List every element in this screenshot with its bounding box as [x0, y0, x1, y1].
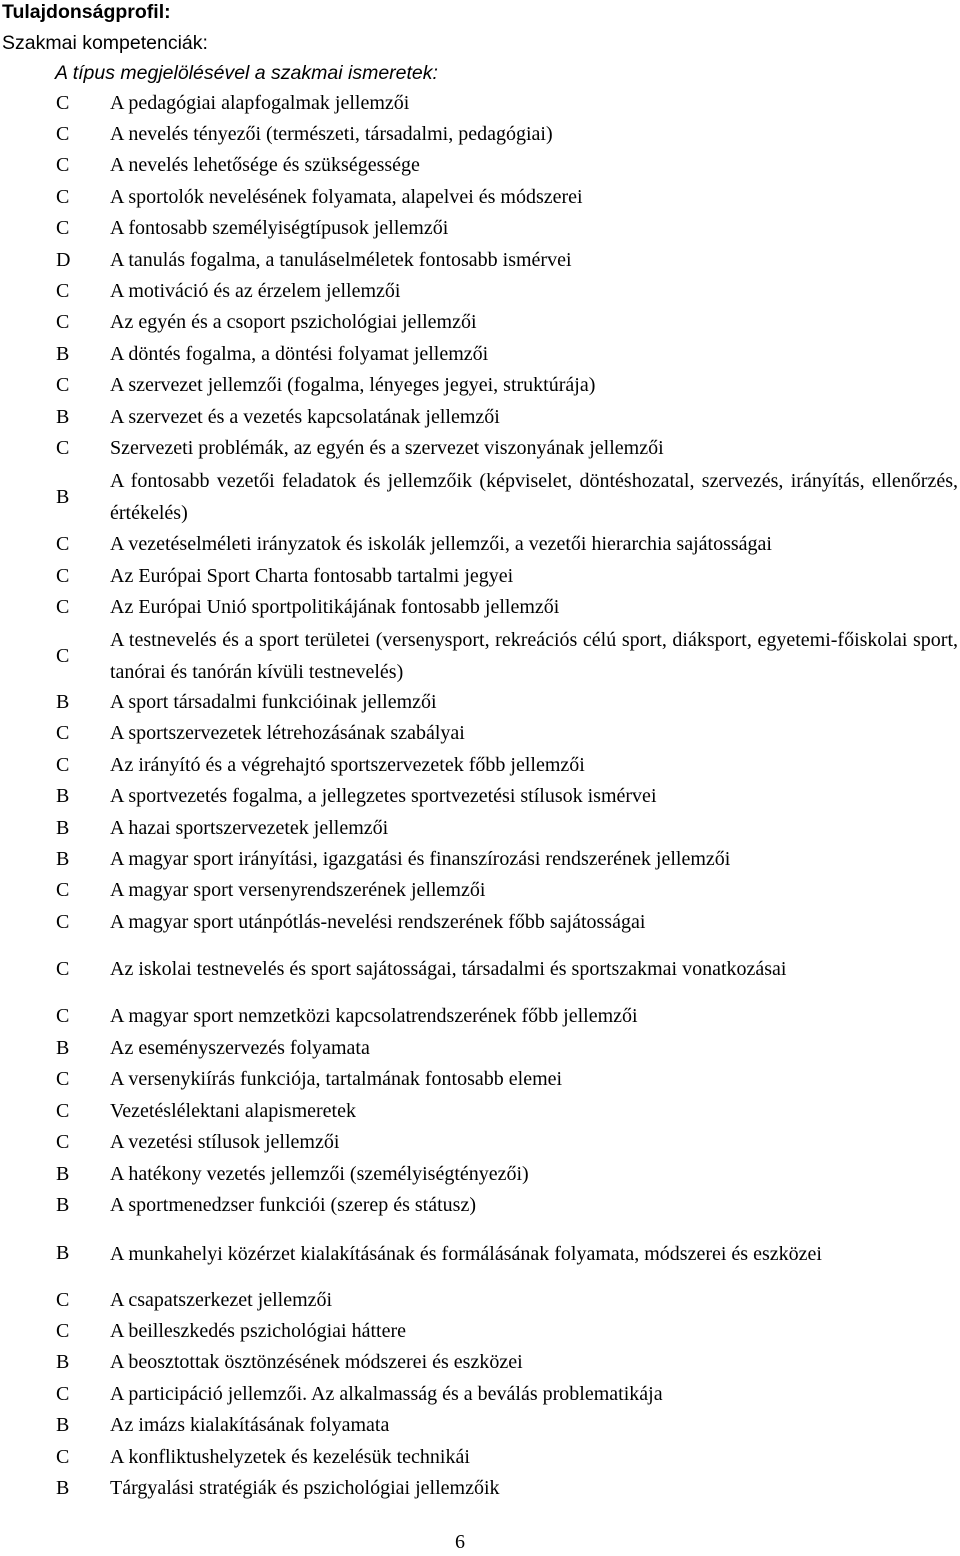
competency-type: C [56, 437, 70, 459]
list-item [0, 1285, 960, 1316]
competency-text: A magyar sport irányítási, igazgatási és finanszírozási rendszerének jellemzői [110, 848, 731, 870]
list-item [0, 813, 960, 844]
list-item [0, 561, 960, 592]
competency-text: Szervezeti problémák, az egyén és a szervezet viszonyának jellemzői [110, 437, 664, 459]
list-item [0, 1410, 960, 1441]
competency-type: C [56, 1131, 70, 1153]
list-item [0, 402, 960, 433]
competency-text: A beosztottak ösztönzésének módszerei és eszközei [110, 1351, 523, 1373]
competency-text: A beilleszkedés pszichológiai háttere [110, 1320, 407, 1342]
competency-text: A pedagógiai alapfogalmak jellemzői [110, 92, 410, 114]
list-item [0, 844, 960, 875]
list-item [0, 1379, 960, 1410]
competency-type: C [56, 154, 70, 176]
competency-type: B [56, 1037, 70, 1059]
list-item [0, 1159, 960, 1190]
page-title: Tulajdonságprofil: [2, 1, 171, 23]
section-heading: Szakmai kompetenciák: [2, 32, 208, 54]
competency-type: C [56, 596, 70, 618]
list-item [0, 150, 960, 181]
list-item [0, 1347, 960, 1378]
list-item [0, 1222, 960, 1285]
list-item [0, 1096, 960, 1127]
list-item [0, 718, 960, 749]
competency-text: A döntés fogalma, a döntési folyamat jellemzői [110, 343, 489, 365]
list-item [0, 1001, 960, 1032]
competency-type: B [56, 406, 70, 428]
competency-type: C [56, 1320, 70, 1342]
list-item [0, 213, 960, 244]
competency-text: A testnevelés és a sport területei (versenysport, rekreációs célú sport, diáksport, egyetemi-főiskolai sport, tanórai és tanórán kívüli testnevelés) [110, 629, 958, 683]
competency-text: Az iskolai testnevelés és sport sajátosságai, társadalmi és sportszakmai vonatkozásai [110, 958, 787, 980]
competency-text: A fontosabb személyiségtípusok jellemzői [110, 217, 449, 239]
list-item [0, 750, 960, 781]
competency-text: A munkahelyi közérzet kialakításának és formálásának folyamata, módszerei és eszközei [110, 1242, 822, 1265]
competency-type: D [56, 249, 71, 271]
list-item [0, 1316, 960, 1347]
list-item [0, 875, 960, 906]
competency-text: A tanulás fogalma, a tanuláselméletek fontosabb ismérvei [110, 249, 572, 271]
competency-text: A sportszervezetek létrehozásának szabályai [110, 722, 465, 744]
list-item [0, 465, 960, 529]
competency-type: C [56, 123, 70, 145]
competency-text: A versenykiírás funkciója, tartalmának fontosabb elemei [110, 1068, 563, 1090]
competency-type: C [56, 311, 70, 333]
competency-type: C [56, 958, 70, 980]
list-item [0, 781, 960, 812]
competency-text: A magyar sport versenyrendszerének jellemzői [110, 879, 486, 901]
list-item [0, 307, 960, 338]
competency-type: C [56, 1005, 70, 1027]
competency-text: A motiváció és az érzelem jellemzői [110, 280, 401, 302]
competency-type: B [56, 817, 70, 839]
competency-type: C [56, 879, 70, 901]
competency-type: C [56, 374, 70, 396]
competency-type: C [56, 644, 70, 667]
list-item [0, 119, 960, 150]
competency-text: A szervezet jellemzői (fogalma, lényeges jegyei, struktúrája) [110, 374, 596, 396]
list-item [0, 245, 960, 276]
competency-type: B [56, 1477, 70, 1499]
competency-text: A sportmenedzser funkciói (szerep és státusz) [110, 1194, 476, 1216]
competency-type: C [56, 186, 70, 208]
competency-type: C [56, 1289, 70, 1311]
competency-type: B [56, 785, 70, 807]
list-item [0, 687, 960, 718]
list-item [0, 1473, 960, 1504]
list-item [0, 1127, 960, 1158]
list-item [0, 433, 960, 464]
competency-type: C [56, 1446, 70, 1468]
list-item [0, 370, 960, 401]
competency-text: A fontosabb vezetői feladatok és jellemzőik (képviselet, döntéshozatal, szervezés, irányítás, ellenőrzés, értékelés) [110, 470, 958, 524]
list-item [0, 907, 960, 938]
competency-text: Az eseményszervezés folyamata [110, 1037, 370, 1059]
list-subheading: A típus megjelölésével a szakmai ismeretek: [55, 62, 438, 84]
competency-type: C [56, 722, 70, 744]
competency-text: A participáció jellemzői. Az alkalmasság és a beválás problematikája [110, 1383, 663, 1405]
competency-type: C [56, 280, 70, 302]
list-item [0, 624, 960, 688]
competency-type: C [56, 92, 70, 114]
competency-text: A magyar sport nemzetközi kapcsolatrendszerének főbb jellemzői [110, 1005, 638, 1027]
list-item [0, 182, 960, 213]
competency-text: Az Európai Unió sportpolitikájának fontosabb jellemzői [110, 596, 560, 618]
competency-text: Az imázs kialakításának folyamata [110, 1414, 390, 1436]
competency-text: Vezetéslélektani alapismeretek [110, 1100, 356, 1122]
competency-text: A konfliktushelyzetek és kezelésük technikái [110, 1446, 470, 1468]
competency-text: Tárgyalási stratégiák és pszichológiai jellemzőik [110, 1477, 500, 1499]
competency-text: Az irányító és a végrehajtó sportszervezetek főbb jellemzői [110, 754, 585, 776]
competency-type: B [56, 1163, 70, 1185]
competency-text: A hatékony vezetés jellemzői (személyiségtényezői) [110, 1163, 529, 1185]
competency-type: C [56, 1100, 70, 1122]
competency-text: A szervezet és a vezetés kapcsolatának jellemzői [110, 406, 500, 428]
list-item [0, 1442, 960, 1473]
competency-text: A nevelés tényezői (természeti, társadalmi, pedagógiai) [110, 123, 553, 145]
competency-type: B [56, 1194, 70, 1216]
page-number: 6 [455, 1531, 465, 1553]
list-item [0, 1064, 960, 1095]
competency-text: A nevelés lehetősége és szükségessége [110, 154, 420, 176]
competency-type: B [56, 343, 70, 365]
list-item [0, 339, 960, 370]
competency-text: A hazai sportszervezetek jellemzői [110, 817, 389, 839]
list-item [0, 529, 960, 560]
competency-type: B [56, 848, 70, 870]
list-item [0, 276, 960, 307]
competency-type: C [56, 217, 70, 239]
competency-text: A sportolók nevelésének folyamata, alapelvei és módszerei [110, 186, 583, 208]
competency-type: B [56, 1414, 70, 1436]
list-item [0, 88, 960, 119]
competency-type: C [56, 911, 70, 933]
competency-type: B [56, 485, 70, 508]
competency-text: Az Európai Sport Charta fontosabb tartalmi jegyei [110, 565, 514, 587]
list-item [0, 1033, 960, 1064]
competency-text: A vezetéselméleti irányzatok és iskolák jellemzői, a vezetői hierarchia sajátosságai [110, 533, 772, 555]
competency-type: C [56, 754, 70, 776]
competency-type: B [56, 691, 70, 713]
competency-type: C [56, 1068, 70, 1090]
competency-type: B [56, 1351, 70, 1373]
list-item [0, 592, 960, 623]
competency-text: A csapatszerkezet jellemzői [110, 1289, 333, 1311]
competency-text: A magyar sport utánpótlás-nevelési rendszerének főbb sajátosságai [110, 911, 646, 933]
competency-type: C [56, 565, 70, 587]
list-item [0, 954, 960, 985]
competency-type: C [56, 1383, 70, 1405]
competency-text: A vezetési stílusok jellemzői [110, 1131, 340, 1153]
competency-type: B [56, 1242, 70, 1264]
competency-text: Az egyén és a csoport pszichológiai jellemzői [110, 311, 477, 333]
competency-text: A sport társadalmi funkcióinak jellemzői [110, 691, 437, 713]
competency-text: A sportvezetés fogalma, a jellegzetes sportvezetési stílusok ismérvei [110, 785, 657, 807]
competency-type: C [56, 533, 70, 555]
list-item [0, 1190, 960, 1221]
